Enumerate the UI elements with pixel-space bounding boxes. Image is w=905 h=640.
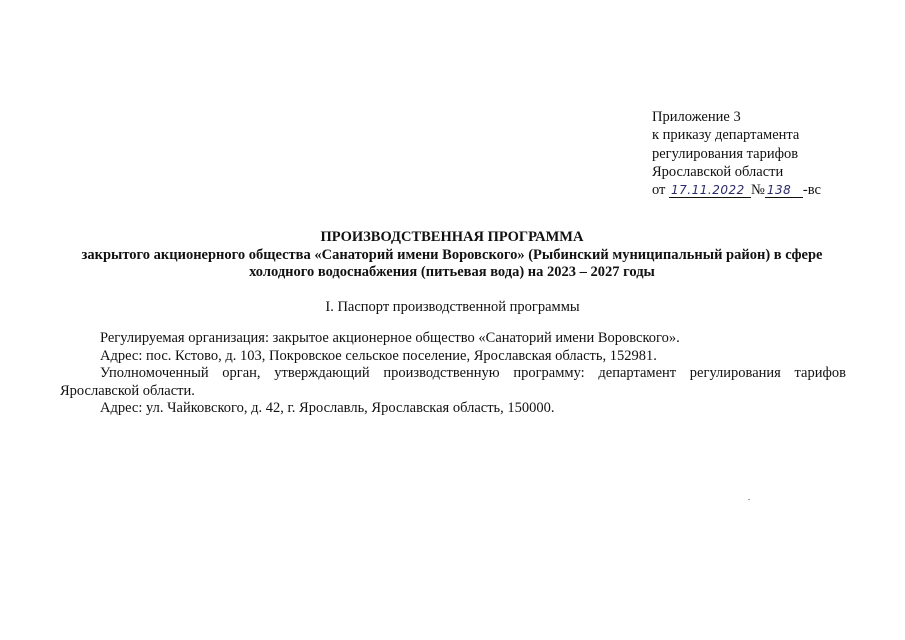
handwritten-order-number: 138 <box>765 183 803 198</box>
appendix-order-reference <box>652 181 892 199</box>
handwritten-date: 17.11.2022 <box>669 183 751 198</box>
title-heading: ПРОИЗВОДСТВЕННАЯ ПРОГРАММА <box>320 229 584 245</box>
number-symbol: № <box>751 182 765 199</box>
document-title <box>52 229 852 282</box>
paragraph-authorized-body-address: Адрес: ул. Чайковского, д. 42, г. Ярославль, Ярославская область, 150000. <box>100 400 555 417</box>
appendix-line-3: регулирования тарифов <box>652 145 799 162</box>
title-subtitle: закрытого акционерного общества «Санаторий имени Воровского» (Рыбинский муниципальный район) в сфере холодного водоснабжения (питьевая вода) на 2023 – 2027 годы <box>81 246 823 280</box>
passport-body <box>60 330 846 418</box>
order-suffix: -вс <box>802 182 821 199</box>
appendix-line-4: Ярославской области <box>652 163 784 180</box>
paragraph-organization-address: Адрес: пос. Кстово, д. 103, Покровское сельское поселение, Ярославская область, 152981. <box>100 347 657 364</box>
scan-speck <box>748 499 750 500</box>
section-heading: I. Паспорт производственной программы <box>325 299 580 315</box>
from-prefix: от <box>652 182 666 199</box>
appendix-line-2: к приказу департамента <box>652 127 800 144</box>
paragraph-authorized-body: Уполномоченный орган, утверждающий производственную программу: департамент регулирования тарифов Ярославской области. <box>60 365 846 399</box>
appendix-line-1: Приложение 3 <box>652 109 741 125</box>
appendix-header <box>652 108 892 199</box>
paragraph-organization: Регулируемая организация: закрытое акционерное общество «Санаторий имени Воровского». <box>100 330 680 346</box>
